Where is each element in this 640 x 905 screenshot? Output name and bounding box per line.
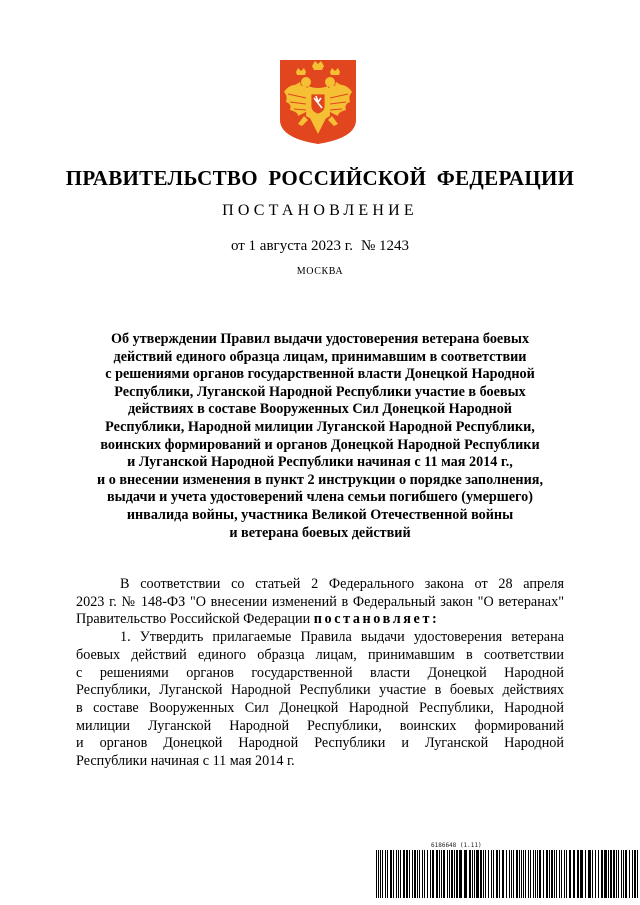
preamble-line <box>76 611 564 629</box>
clause-line: Республики начиная с 11 мая 2014 г. <box>76 753 295 770</box>
clause-line: Республики, Луганской Народной Республики участие в боевых действиях <box>76 682 564 699</box>
russian-coat-of-arms-icon <box>278 58 358 146</box>
barcode-icon <box>376 850 638 898</box>
resolution-title <box>70 331 570 542</box>
clause-line: с решениями органов государственной власти Донецкой Народной <box>76 664 564 681</box>
resolution-title-line: и Луганской Народной Республики начиная с 11 мая 2014 г., <box>127 454 513 471</box>
clause-line: 1. Утвердить прилагаемые Правила выдачи удостоверения ветерана <box>120 629 564 646</box>
resolution-title-line: инвалида войны, участника Великой Отечественной войны <box>126 506 514 523</box>
resolution-title-line: Об утверждении Правил выдачи удостоверения ветерана боевых <box>110 331 530 347</box>
document-type: ПОСТАНОВЛЕНИЕ <box>222 202 418 219</box>
resolution-title-line: и о внесении изменения в пункт 2 инструкции о порядке заполнения, <box>96 471 543 488</box>
resolution-title-line: действий единого образца лицам, принимавшим в соответствии <box>113 348 527 365</box>
resolution-title-line: и ветерана боевых действий <box>229 524 411 541</box>
clause-line: боевых действий единого образца лицам, принимавшим в соответствии <box>76 646 564 663</box>
resolution-title-line: воинских формирований и органов Донецкой Народной Республики <box>100 436 540 453</box>
government-title: ПРАВИТЕЛЬСТВО РОССИЙСКОЙ ФЕДЕРАЦИИ <box>65 166 575 190</box>
resolution-title-line: действиях в составе Вооруженных Сил Донецкой Народной <box>128 401 512 418</box>
preamble-line: В соответствии со статьей 2 Федерального закона от 28 апреля <box>120 576 564 592</box>
document-body <box>76 576 564 771</box>
resolution-title-line: Республики, Народной милиции Луганской Народной Республики, <box>105 418 535 435</box>
resolution-title-line: с решениями органов государственной власти Донецкой Народной <box>105 366 535 383</box>
preamble-line: 2023 г. № 148-ФЗ "О внесении изменений в Федеральный закон "О ветеранах" <box>76 593 564 610</box>
document-date-line <box>0 238 640 255</box>
barcode-caption: 6186648 (1.11) <box>431 842 482 849</box>
resolution-title-line: Республики, Луганской Народной Республики участие в боевых <box>114 383 526 400</box>
decree-keyword: постановляет: <box>313 611 440 628</box>
clause-line: и органов Донецкой Народной Республики и Луганской Народной <box>76 735 564 752</box>
clause-line: милиции Луганской Народной Республики, воинских формирований <box>76 717 564 734</box>
resolution-title-line: выдачи и учета удостоверений члена семьи погибшего (умершего) <box>107 489 533 506</box>
clause-line: в составе Вооруженных Сил Донецкой Народной Республики, Народной <box>76 699 564 716</box>
document-city: МОСКВА <box>296 266 344 277</box>
preamble-subject: Правительство Российской Федерации <box>76 611 311 628</box>
document-number: № 1243 <box>360 238 410 254</box>
document-date: от 1 августа 2023 г. <box>230 238 353 254</box>
